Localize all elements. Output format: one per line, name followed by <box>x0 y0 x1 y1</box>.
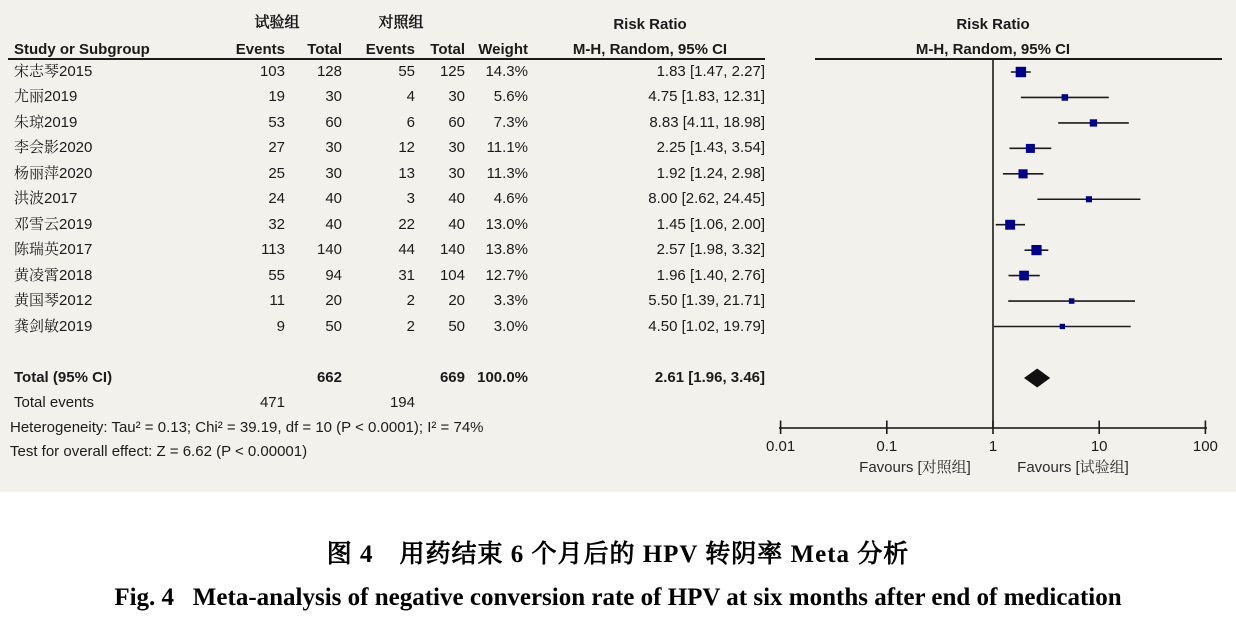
study-total-exp: 50 <box>325 318 342 335</box>
study-events-ctrl: 6 <box>406 114 415 131</box>
study-rr-ci: 8.83 [4.11, 18.98] <box>649 114 765 131</box>
study-name: 陈瑞英2017 <box>14 241 93 258</box>
study-weight: 13.8% <box>485 241 528 258</box>
x-axis-tick <box>886 421 888 435</box>
study-total-ctrl: 125 <box>439 63 465 80</box>
study-events-ctrl: 55 <box>398 63 415 80</box>
study-events-exp: 53 <box>268 114 285 131</box>
total-label: Total (95% CI) <box>14 369 113 386</box>
study-name: 黄凌霄2018 <box>14 267 93 284</box>
study-total-exp: 60 <box>325 114 342 131</box>
study-events-exp: 19 <box>268 88 285 105</box>
total-events-exp: 471 <box>259 394 285 411</box>
header-risk-ratio-plot: Risk Ratio <box>956 16 1030 33</box>
study-total-ctrl: 104 <box>439 267 465 284</box>
total-events-label: Total events <box>14 394 95 411</box>
study-events-exp: 11 <box>269 292 285 309</box>
study-events-exp: 55 <box>268 267 285 284</box>
study-rr-ci: 1.45 [1.06, 2.00] <box>656 216 765 233</box>
x-axis-tick-label: 0.1 <box>876 438 898 455</box>
study-name: 杨丽萍2020 <box>14 165 93 182</box>
study-total-exp: 20 <box>325 292 342 309</box>
study-weight: 13.0% <box>485 216 528 233</box>
study-name: 李会影2020 <box>14 139 93 156</box>
favours-control-label: Favours [对照组] <box>859 459 971 476</box>
study-total-ctrl: 140 <box>439 241 465 258</box>
study-events-ctrl: 44 <box>398 241 415 258</box>
study-rr-ci: 4.75 [1.83, 12.31] <box>648 88 765 105</box>
study-total-ctrl: 30 <box>448 165 465 182</box>
study-weight: 7.3% <box>493 114 528 131</box>
study-name: 黄国琴2012 <box>14 292 93 309</box>
study-name: 宋志琴2015 <box>14 63 93 80</box>
header-risk-ratio-text: Risk Ratio <box>613 16 687 33</box>
study-total-ctrl: 30 <box>448 139 465 156</box>
study-weight: 3.3% <box>493 292 528 309</box>
effect-marker <box>1090 119 1097 126</box>
study-rr-ci: 2.57 [1.98, 3.32] <box>656 241 765 258</box>
x-axis-tick-label: 10 <box>1090 438 1108 455</box>
study-name: 龚剑敏2019 <box>14 318 93 335</box>
study-events-ctrl: 13 <box>398 165 415 182</box>
study-weight: 5.6% <box>493 88 528 105</box>
study-name: 邓雪云2019 <box>14 216 93 233</box>
study-events-ctrl: 2 <box>406 318 415 335</box>
study-events-exp: 27 <box>268 139 285 156</box>
study-events-ctrl: 2 <box>406 292 415 309</box>
study-events-ctrl: 31 <box>398 267 415 284</box>
x-axis-tick <box>992 421 994 435</box>
total-diamond <box>1024 369 1050 388</box>
effect-marker <box>1019 271 1029 281</box>
study-events-exp: 9 <box>276 318 285 335</box>
study-name: 洪波2017 <box>14 190 78 207</box>
study-events-exp: 24 <box>268 190 285 207</box>
study-events-ctrl: 4 <box>406 88 415 105</box>
study-events-exp: 25 <box>268 165 285 182</box>
study-total-exp: 30 <box>325 139 342 156</box>
study-total-ctrl: 60 <box>448 114 465 131</box>
effect-marker <box>1060 324 1065 329</box>
study-weight: 3.0% <box>493 318 528 335</box>
x-axis-tick <box>1205 421 1207 435</box>
null-effect-line <box>992 60 994 428</box>
study-events-exp: 113 <box>261 241 285 258</box>
caption-english: Fig. 4 Meta-analysis of negative conversion rate of HPV at six months after end of medication <box>114 584 1122 611</box>
header-total-exp: Total <box>307 41 342 58</box>
study-rr-ci: 2.25 [1.43, 3.54] <box>656 139 765 156</box>
study-weight: 14.3% <box>485 63 528 80</box>
x-axis-tick-label: 1 <box>988 438 998 455</box>
study-rr-ci: 1.96 [1.40, 2.76] <box>656 267 765 284</box>
study-total-ctrl: 30 <box>448 88 465 105</box>
study-total-ctrl: 20 <box>448 292 465 309</box>
x-axis-tick <box>1098 421 1100 435</box>
study-events-exp: 32 <box>268 216 285 233</box>
heterogeneity-note: Heterogeneity: Tau² = 0.13; Chi² = 39.19, df = 10 (P < 0.0001); I² = 74% <box>10 419 484 436</box>
header-total-ctrl: Total <box>430 41 465 58</box>
header-mh-plot: M-H, Random, 95% CI <box>915 41 1071 58</box>
x-axis-tick <box>780 421 782 435</box>
total-weight: 100.0% <box>477 369 528 386</box>
study-events-ctrl: 22 <box>398 216 415 233</box>
effect-marker <box>1016 67 1026 77</box>
header-events-exp: Events <box>235 41 285 58</box>
study-total-ctrl: 40 <box>448 216 465 233</box>
x-axis-tick-label: 0.01 <box>765 438 796 455</box>
study-name: 朱琼2019 <box>14 114 78 131</box>
study-total-exp: 30 <box>325 88 342 105</box>
study-rr-ci: 8.00 [2.62, 24.45] <box>648 190 765 207</box>
study-weight: 11.1% <box>486 139 528 156</box>
effect-marker <box>1019 169 1028 178</box>
study-name: 尤丽2019 <box>14 88 78 105</box>
header-group-control: 对照组 <box>378 14 424 31</box>
study-events-exp: 103 <box>259 63 285 80</box>
study-total-exp: 140 <box>316 241 342 258</box>
header-events-ctrl: Events <box>365 41 415 58</box>
overall-effect-note: Test for overall effect: Z = 6.62 (P < 0.00001) <box>10 443 308 460</box>
effect-marker <box>1069 298 1075 304</box>
study-rr-ci: 4.50 [1.02, 19.79] <box>648 318 765 335</box>
study-total-exp: 128 <box>316 63 342 80</box>
study-total-exp: 94 <box>325 267 342 284</box>
study-events-ctrl: 3 <box>406 190 415 207</box>
study-total-ctrl: 50 <box>448 318 465 335</box>
study-total-exp: 40 <box>325 190 342 207</box>
favours-experimental-label: Favours [试验组] <box>1017 459 1129 476</box>
header-group-experimental: 试验组 <box>254 14 300 31</box>
study-events-ctrl: 12 <box>398 139 415 156</box>
effect-marker <box>1062 94 1069 101</box>
caption-chinese: 图 4 用药结束 6 个月后的 HPV 转阴率 Meta 分析 <box>326 541 910 568</box>
study-rr-ci: 1.92 [1.24, 2.98] <box>656 165 765 182</box>
study-rr-ci: 1.83 [1.47, 2.27] <box>656 63 765 80</box>
study-total-exp: 30 <box>325 165 342 182</box>
x-axis-tick-label: 100 <box>1192 438 1218 455</box>
total-ctrl: 669 <box>439 369 465 386</box>
effect-marker <box>1031 245 1041 255</box>
header-weight: Weight <box>478 41 528 58</box>
study-weight: 4.6% <box>493 190 528 207</box>
header-mh-text: M-H, Random, 95% CI <box>572 41 728 58</box>
total-rr: 2.61 [1.96, 3.46] <box>654 369 765 386</box>
effect-marker <box>1005 220 1015 230</box>
study-weight: 11.3% <box>486 165 528 182</box>
effect-marker <box>1086 196 1092 202</box>
study-total-exp: 40 <box>325 216 342 233</box>
study-rr-ci: 5.50 [1.39, 21.71] <box>648 292 765 309</box>
study-weight: 12.7% <box>485 267 528 284</box>
total-exp: 662 <box>316 369 342 386</box>
header-study: Study or Subgroup <box>14 41 150 58</box>
total-events-ctrl: 194 <box>389 394 415 411</box>
effect-marker <box>1026 144 1035 153</box>
study-total-ctrl: 40 <box>448 190 465 207</box>
